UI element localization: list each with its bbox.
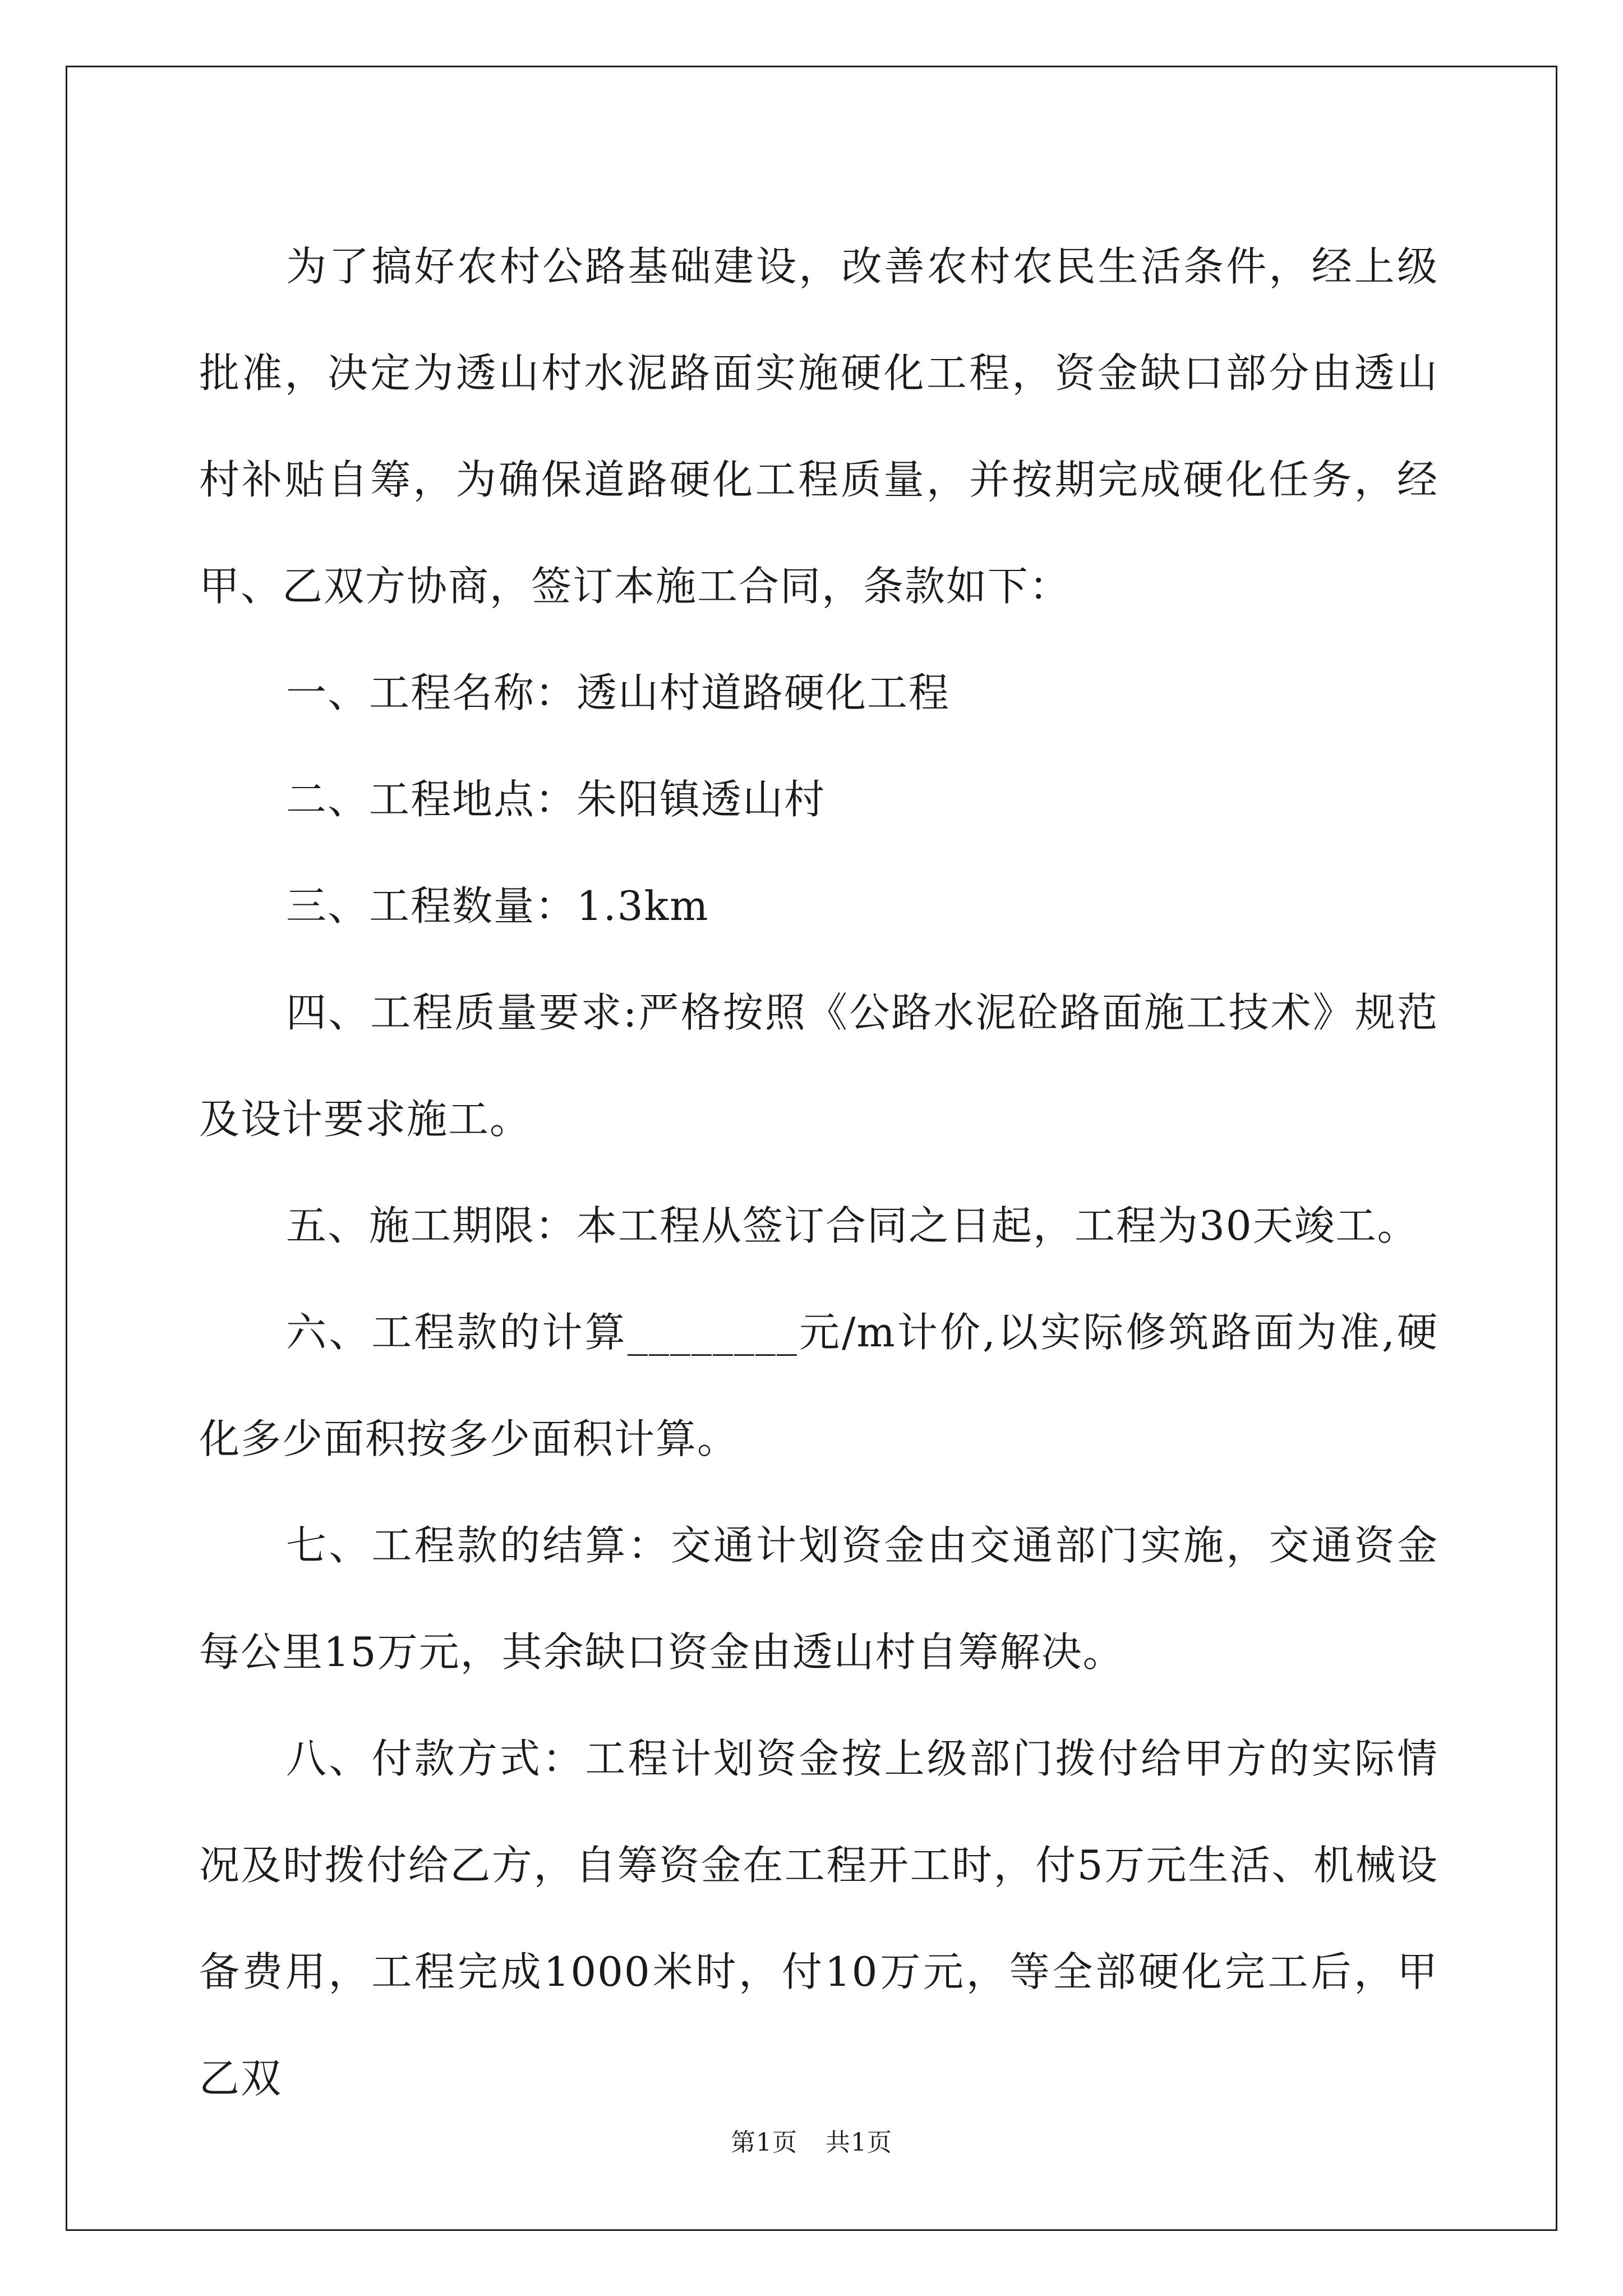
- paragraph-project-quantity: 三、工程数量：1.3km: [286, 882, 709, 930]
- paragraph-project-name: 一、工程名称：透山村道路硬化工程: [286, 669, 951, 716]
- paragraph-payment-method: 八、付款方式：工程计划资金按上级部门拨付给甲方的实际情况及时拨付给乙方，自筹资金在工程开工时，付5万元生活、机械设备费用，工程完成1000米时，付10万元，等全部硬化完工后，甲乙双: [199, 1735, 1438, 2102]
- paragraph-quality-requirements: 四、工程质量要求:严格按照《公路水泥砼路面施工技术》规范及设计要求施工。: [199, 989, 1438, 1143]
- paragraph-intro: 为了搞好农村公路基础建设，改善农村农民生活条件，经上级批准，决定为透山村水泥路面实施硬化工程，资金缺口部分由透山村补贴自筹，为确保道路硬化工程质量，并按期完成硬化任务，经甲、乙双方协商，签订本施工合同，条款如下：: [199, 243, 1438, 610]
- page-footer: [0, 2126, 1623, 2160]
- paragraph-payment-settlement: 七、工程款的结算：交通计划资金由交通部门实施，交通资金每公里15万元，其余缺口资金由透山村自筹解决。: [199, 1522, 1438, 1676]
- paragraph-payment-calculation: 六、工程款的计算________元/m计价,以实际修筑路面为准,硬化多少面积按多少面积计算。: [199, 1309, 1438, 1462]
- page-number: 第1页: [731, 2128, 797, 2157]
- document-body: [199, 213, 1438, 2132]
- page-total: 共1页: [826, 2128, 892, 2157]
- paragraph-construction-period: 五、施工期限：本工程从签订合同之日起，工程为30天竣工。: [286, 1202, 1419, 1249]
- paragraph-project-location: 二、工程地点：朱阳镇透山村: [286, 776, 826, 823]
